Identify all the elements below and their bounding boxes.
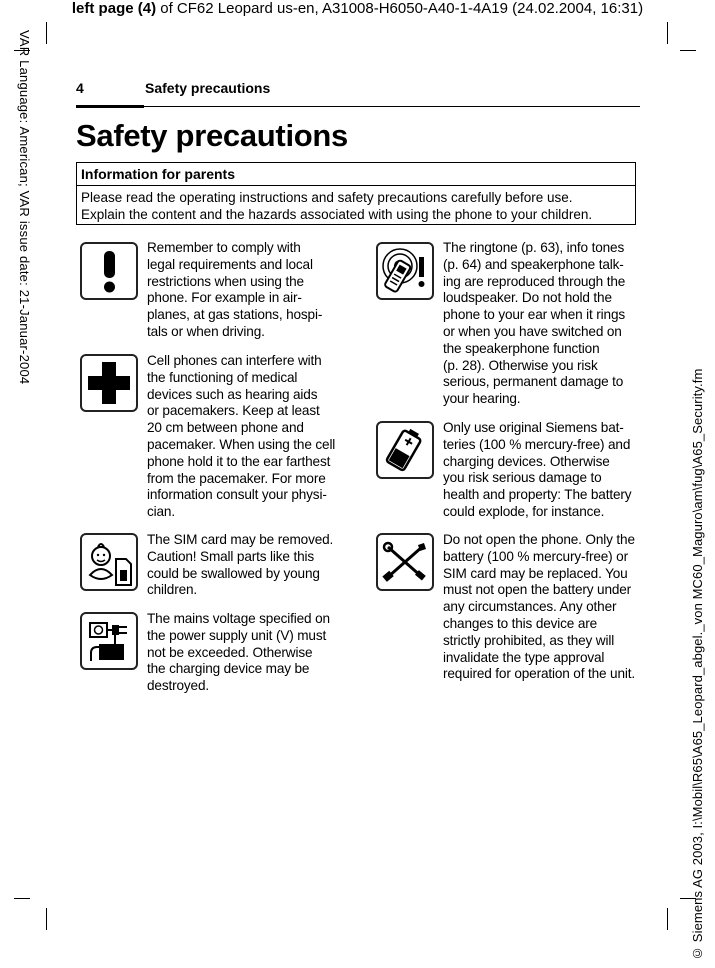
text-line: from the pacemaker. For more <box>147 470 326 486</box>
running-title: Safety precautions <box>145 80 271 96</box>
page-title: Safety precautions <box>76 118 348 153</box>
text-line: any circumstances. Any other <box>443 599 617 615</box>
page-number: 4 <box>76 80 84 96</box>
left-margin-note: VAR Language: American; VAR issue date: 21-Januar-2004 <box>17 30 32 385</box>
text-line: information consult your physi- <box>147 487 327 503</box>
text-line: charging devices. Otherwise <box>443 453 610 469</box>
text-line: the speakerphone function <box>443 340 600 356</box>
text-line: health and property: The battery <box>443 487 632 503</box>
text-line: The mains voltage specified on <box>147 611 330 626</box>
text-line: changes to this device are <box>443 615 598 631</box>
exclamation-icon <box>80 242 138 300</box>
text-line: destroyed. <box>147 678 209 694</box>
text-line: not be exceeded. Otherwise <box>147 644 313 660</box>
text-line: your hearing. <box>443 391 521 407</box>
text-line: restrictions when using the <box>147 273 304 289</box>
battery-text <box>443 420 631 521</box>
text-line: ing are reproduced through the <box>443 273 626 289</box>
running-head-rule <box>76 105 144 108</box>
text-line: loudspeaker. Do not hold the <box>443 290 612 306</box>
crossed-tools-icon <box>376 533 434 591</box>
info-box-line: Explain the content and the hazards associated with using the phone to your children. <box>81 206 593 222</box>
info-box-body <box>81 190 631 223</box>
info-box-divider <box>77 185 635 186</box>
ringtone-volume-text <box>443 240 625 408</box>
text-line: or pacemakers. Keep at least <box>147 403 320 419</box>
text-line: Remember to comply with <box>147 240 301 255</box>
do-not-open-text <box>443 532 635 683</box>
text-line: children. <box>147 582 198 598</box>
text-line: (p. 64) and speakerphone talk- <box>443 256 624 272</box>
mains-voltage-text <box>147 611 330 695</box>
text-line: cian. <box>147 504 175 520</box>
text-line: phone. For example in air- <box>147 290 302 306</box>
text-line: phone hold it to the ear farthest <box>147 453 331 469</box>
text-line: required for operation of the unit. <box>443 666 635 682</box>
text-line: planes, at gas stations, hospi- <box>147 307 323 323</box>
text-line: The SIM card may be removed. <box>147 532 334 547</box>
loud-phone-warning-icon <box>376 242 434 300</box>
crop-mark <box>46 908 47 930</box>
text-line: or when you have switched on <box>443 323 622 339</box>
text-line: the functioning of medical <box>147 369 298 385</box>
text-line: could be swallowed by young <box>147 565 320 581</box>
text-line: SIM card may be replaced. You <box>443 565 628 581</box>
text-line: tals or when driving. <box>147 323 265 339</box>
crop-mark <box>680 50 696 51</box>
baby-sim-card-icon <box>80 533 138 591</box>
info-box-title: Information for parents <box>81 166 236 182</box>
battery-icon <box>376 421 434 479</box>
text-line: devices such as hearing aids <box>147 386 318 402</box>
text-line: Caution! Small parts like this <box>147 548 315 564</box>
text-line: phone to your ear when it rings <box>443 307 625 323</box>
text-line: (p. 28). Otherwise you risk <box>443 357 598 373</box>
text-line: serious, permanent damage to <box>443 374 624 390</box>
crop-mark <box>14 898 30 899</box>
text-line: pacemaker. When using the cell <box>147 436 336 452</box>
sim-card-text <box>147 532 333 599</box>
text-line: The ringtone (p. 63), info tones <box>443 240 625 255</box>
document-header <box>0 0 715 22</box>
header-page-label: left page (4) <box>71 0 157 17</box>
info-box-line: Please read the operating instructions and safety precautions carefully before use. <box>81 190 573 205</box>
text-line: invalidate the type approval <box>443 649 605 665</box>
text-line: legal requirements and local <box>147 256 313 272</box>
running-head <box>76 80 640 107</box>
text-line: teries (100 % mercury-free) and <box>443 436 631 452</box>
text-line: strictly prohibited, as they will <box>443 632 615 648</box>
text-line: could explode, for instance. <box>443 503 605 519</box>
header-file-info: of CF62 Leopard us-en, A31008-H6050-A40-1-4A19 (24.02.2004, 16:31) <box>156 0 644 17</box>
text-line: Cell phones can interfere with <box>147 353 322 368</box>
text-line: must not open the battery under <box>443 582 632 598</box>
text-line: you risk serious damage to <box>443 470 602 486</box>
text-line: battery (100 % mercury-free) or <box>443 548 628 564</box>
text-line: the charging device may be <box>147 661 310 677</box>
legal-requirements-text <box>147 240 322 341</box>
text-line: 20 cm between phone and <box>147 420 304 436</box>
text-line: the power supply unit (V) must <box>147 627 327 643</box>
crop-mark <box>667 22 668 44</box>
text-line: Do not open the phone. Only the <box>443 532 635 547</box>
medical-devices-text <box>147 353 335 521</box>
medical-cross-icon <box>80 354 138 412</box>
right-margin-note: © Siemens AG 2003, I:\Mobil\R65\A65_Leopard_abgel._von MC60_Maguro\am\fug\A65_Security.fm <box>690 368 705 961</box>
info-box-parents <box>76 162 636 225</box>
power-supply-icon <box>80 612 138 670</box>
crop-mark <box>667 908 668 930</box>
text-line: Only use original Siemens bat- <box>443 420 624 435</box>
crop-mark <box>46 22 47 44</box>
